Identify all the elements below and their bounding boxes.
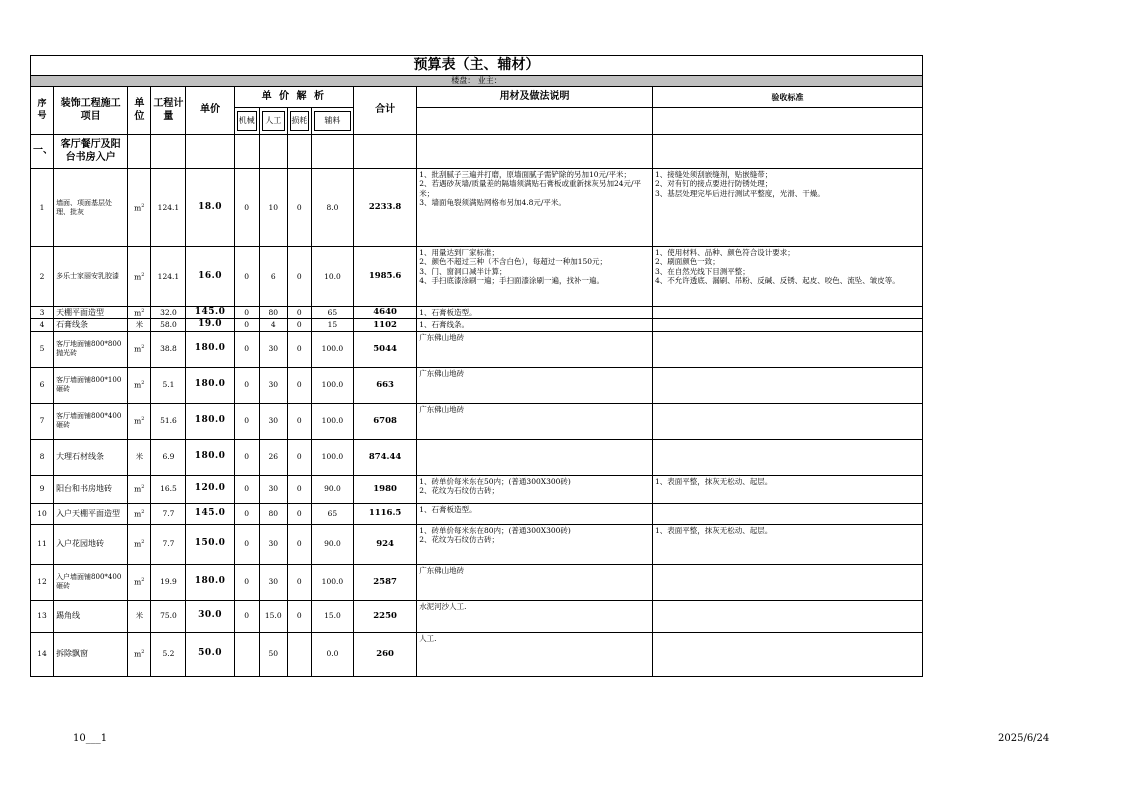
acceptance-line: 1、表面平整，抹灰无松动、起层。 <box>654 476 773 486</box>
unit-text: m <box>134 539 142 549</box>
material-line: 1、石膏板造型。 <box>419 308 477 317</box>
row-seq: 12 <box>31 564 54 600</box>
row-seq: 6 <box>31 367 54 403</box>
row-qty: 58.0 <box>151 319 186 331</box>
row-loss: 0 <box>287 247 311 307</box>
row-total: 1980 <box>353 475 416 503</box>
row-material-desc <box>417 503 653 524</box>
row-machine: 0 <box>234 564 259 600</box>
row-item-name: 客厅地面铺800*800抛光砖 <box>54 331 128 367</box>
row-qty: 6.9 <box>151 439 186 475</box>
row-price: 145.0 <box>186 307 234 319</box>
unit-superscript: 2 <box>141 577 145 584</box>
row-item-name: 阳台和书房地砖 <box>54 475 128 503</box>
row-item-name: 天棚平面造型 <box>54 307 128 319</box>
row-total: 874.44 <box>353 439 416 475</box>
row-qty: 7.7 <box>151 503 186 524</box>
row-item-name: 大理石材线条 <box>54 439 128 475</box>
row-aux: 100.0 <box>311 403 353 439</box>
table-row <box>31 439 923 475</box>
row-acceptance <box>652 600 922 632</box>
row-material-desc <box>417 403 653 439</box>
row-loss: 0 <box>287 403 311 439</box>
row-acceptance <box>652 367 922 403</box>
row-acceptance <box>652 319 922 331</box>
row-item-name: 入户天棚平面造型 <box>54 503 128 524</box>
row-loss: 0 <box>287 475 311 503</box>
row-unit <box>128 600 151 632</box>
row-aux: 90.0 <box>311 524 353 564</box>
row-unit <box>128 439 151 475</box>
material-line: 2、花纹为石纹仿古砖； <box>419 485 499 495</box>
budget-rows <box>31 169 923 677</box>
material-line: 2、若遇砂灰墙/质量差的隔墙须满贴石膏板或重新抹灰另加24元/平米； <box>419 179 642 198</box>
row-acceptance <box>652 632 922 676</box>
row-material-desc <box>417 247 653 307</box>
row-labor: 80 <box>259 503 287 524</box>
row-seq: 13 <box>31 600 54 632</box>
row-aux: 90.0 <box>311 475 353 503</box>
row-unit <box>128 367 151 403</box>
row-machine: 0 <box>234 403 259 439</box>
row-aux: 100.0 <box>311 564 353 600</box>
unit-superscript: 2 <box>141 539 145 546</box>
row-seq: 2 <box>31 247 54 307</box>
section-blank <box>151 135 186 169</box>
row-acceptance <box>652 247 922 307</box>
row-total: 1985.6 <box>353 247 416 307</box>
material-line: 水泥河沙人工. <box>419 601 467 611</box>
row-unit <box>128 503 151 524</box>
row-acceptance <box>652 331 922 367</box>
row-machine: 0 <box>234 439 259 475</box>
row-machine: 0 <box>234 367 259 403</box>
row-material-desc <box>417 307 653 319</box>
table-row <box>31 503 923 524</box>
acceptance-line: 2、对有钉的接点要进行防锈处理； <box>654 179 773 189</box>
row-material-desc <box>417 439 653 475</box>
section-blank <box>234 135 259 169</box>
material-line: 1、用量达到厂家标准； <box>419 248 499 257</box>
header-price: 单价 <box>186 87 234 135</box>
row-item-name: 多乐士家丽安乳胶漆 <box>54 247 128 307</box>
row-total: 924 <box>353 524 416 564</box>
header-material: 用材及做法说明 <box>417 87 653 108</box>
row-unit <box>128 475 151 503</box>
row-labor: 10 <box>259 169 287 247</box>
table-row <box>31 247 923 307</box>
section-blank <box>128 135 151 169</box>
table-row <box>31 307 923 319</box>
material-line: 1、批刮腻子三遍并打磨，原墙面腻子需铲除的另加10元/平米； <box>419 170 632 179</box>
row-total: 663 <box>353 367 416 403</box>
unit-text: m <box>134 577 142 587</box>
row-total: 5044 <box>353 331 416 367</box>
row-seq: 10 <box>31 503 54 524</box>
row-total: 2250 <box>353 600 416 632</box>
row-total: 1116.5 <box>353 503 416 524</box>
row-machine: 0 <box>234 475 259 503</box>
row-loss: 0 <box>287 600 311 632</box>
header-machine: 机械 <box>234 108 259 135</box>
sheet-title: 预算表（主、辅材） <box>31 56 923 76</box>
material-line: 4、手扫底漆涂刷一遍；手扫面漆涂刷一遍，找补一遍。 <box>419 276 604 286</box>
row-price: 180.0 <box>186 367 234 403</box>
header-qty: 工程计量 <box>151 87 186 135</box>
unit-text: m <box>134 203 142 213</box>
header-aux: 辅料 <box>311 108 353 135</box>
row-price: 180.0 <box>186 403 234 439</box>
row-loss: 0 <box>287 503 311 524</box>
row-item-name: 入户花园地砖 <box>54 524 128 564</box>
row-labor: 30 <box>259 403 287 439</box>
row-total: 260 <box>353 632 416 676</box>
row-machine: 0 <box>234 319 259 331</box>
budget-table <box>30 55 923 677</box>
row-unit <box>128 403 151 439</box>
row-seq: 8 <box>31 439 54 475</box>
acceptance-line: 1、接缝处须刮嵌缝剂，贴嵌缝带； <box>654 170 773 179</box>
row-labor: 30 <box>259 564 287 600</box>
row-seq: 7 <box>31 403 54 439</box>
row-material-desc <box>417 564 653 600</box>
table-row <box>31 331 923 367</box>
row-loss <box>287 632 311 676</box>
material-line: 广东佛山地砖 <box>419 332 465 342</box>
row-acceptance <box>652 564 922 600</box>
unit-text: m <box>134 380 142 390</box>
acceptance-line: 3、在自然光线下目测平整； <box>654 266 750 276</box>
row-seq: 14 <box>31 632 54 676</box>
row-material-desc <box>417 319 653 331</box>
row-labor: 15.0 <box>259 600 287 632</box>
acceptance-line: 4、不允许透底、漏刷、吊粉、反碱、反锈、起皮、咬色、流坠、皱皮等。 <box>654 276 900 286</box>
row-machine <box>234 632 259 676</box>
row-unit <box>128 169 151 247</box>
row-aux: 10.0 <box>311 247 353 307</box>
row-qty: 38.8 <box>151 331 186 367</box>
row-machine: 0 <box>234 247 259 307</box>
row-material-desc <box>417 632 653 676</box>
unit-text: m <box>134 272 142 282</box>
row-aux: 8.0 <box>311 169 353 247</box>
row-qty: 5.2 <box>151 632 186 676</box>
row-machine: 0 <box>234 600 259 632</box>
unit-superscript: 2 <box>141 271 145 278</box>
row-price: 30.0 <box>186 600 234 632</box>
row-labor: 30 <box>259 475 287 503</box>
row-aux: 100.0 <box>311 331 353 367</box>
material-line: 1、砖单价每米东在50内；(普通300X300砖) <box>419 476 571 486</box>
row-machine: 0 <box>234 331 259 367</box>
material-line: 2、花纹为石纹仿古砖； <box>419 534 499 544</box>
row-unit <box>128 319 151 331</box>
row-price: 180.0 <box>186 439 234 475</box>
row-item-name: 客厅墙面铺800*100砸砖 <box>54 367 128 403</box>
row-unit <box>128 564 151 600</box>
row-labor: 6 <box>259 247 287 307</box>
unit-superscript: 2 <box>141 202 145 209</box>
table-row <box>31 600 923 632</box>
unit-superscript: 2 <box>141 380 145 387</box>
row-loss: 0 <box>287 331 311 367</box>
row-labor: 30 <box>259 367 287 403</box>
row-total: 2587 <box>353 564 416 600</box>
row-item-name: 入户墙面铺800*400砸砖 <box>54 564 128 600</box>
row-labor: 30 <box>259 331 287 367</box>
material-line: 广东佛山地砖 <box>419 404 465 414</box>
header-breakdown: 单 价 解 析 <box>234 87 353 108</box>
row-item-name: 踢角线 <box>54 600 128 632</box>
row-item-name: 拆除飘窗 <box>54 632 128 676</box>
row-loss: 0 <box>287 439 311 475</box>
row-qty: 19.9 <box>151 564 186 600</box>
row-material-desc <box>417 524 653 564</box>
row-total: 4640 <box>353 307 416 319</box>
row-acceptance <box>652 475 922 503</box>
row-labor: 30 <box>259 524 287 564</box>
row-qty: 5.1 <box>151 367 186 403</box>
acceptance-line: 2、刷面颜色一致； <box>654 257 720 267</box>
row-total: 2233.8 <box>353 169 416 247</box>
section-name: 客厅餐厅及阳台书房入户 <box>54 135 128 169</box>
row-loss: 0 <box>287 367 311 403</box>
unit-text: 米 <box>135 452 144 462</box>
unit-superscript: 2 <box>141 416 145 423</box>
row-price: 180.0 <box>186 564 234 600</box>
row-seq: 4 <box>31 319 54 331</box>
row-acceptance <box>652 307 922 319</box>
row-labor: 80 <box>259 307 287 319</box>
row-acceptance <box>652 503 922 524</box>
unit-text: m <box>134 308 142 318</box>
row-machine: 0 <box>234 524 259 564</box>
header-total: 合计 <box>353 87 416 135</box>
row-total: 6708 <box>353 403 416 439</box>
row-unit <box>128 632 151 676</box>
table-row <box>31 564 923 600</box>
acceptance-line: 3、基层处理完毕后进行测试平整度，光滑、干燥。 <box>654 188 825 198</box>
row-seq: 5 <box>31 331 54 367</box>
section-blank <box>353 135 416 169</box>
unit-text: m <box>134 416 142 426</box>
row-qty: 75.0 <box>151 600 186 632</box>
section-blank <box>417 135 653 169</box>
row-seq: 11 <box>31 524 54 564</box>
unit-superscript: 2 <box>141 649 145 656</box>
row-aux: 15.0 <box>311 600 353 632</box>
row-total: 1102 <box>353 319 416 331</box>
unit-superscript: 2 <box>141 484 145 491</box>
row-loss: 0 <box>287 319 311 331</box>
unit-text: m <box>134 484 142 494</box>
unit-text: m <box>134 509 142 519</box>
table-row <box>31 367 923 403</box>
row-loss: 0 <box>287 524 311 564</box>
section-blank <box>287 135 311 169</box>
row-machine: 0 <box>234 169 259 247</box>
row-material-desc <box>417 475 653 503</box>
row-material-desc <box>417 169 653 247</box>
row-price: 145.0 <box>186 503 234 524</box>
material-line: 1、石膏线条。 <box>419 320 469 330</box>
project-owner-line: 楼盘： 业主： <box>31 76 923 87</box>
footer-date: 2025/6/24 <box>998 733 1050 744</box>
row-seq: 1 <box>31 169 54 247</box>
budget-sheet <box>30 55 923 677</box>
row-qty: 124.1 <box>151 169 186 247</box>
row-price: 180.0 <box>186 331 234 367</box>
row-price: 120.0 <box>186 475 234 503</box>
row-material-desc <box>417 367 653 403</box>
row-aux: 15 <box>311 319 353 331</box>
row-seq: 9 <box>31 475 54 503</box>
section-seq: 一、 <box>31 135 54 169</box>
row-qty: 16.5 <box>151 475 186 503</box>
row-unit <box>128 307 151 319</box>
row-qty: 51.6 <box>151 403 186 439</box>
row-item-name: 石膏线条 <box>54 319 128 331</box>
unit-superscript: 2 <box>141 508 145 515</box>
header-acceptance-blank <box>652 108 922 135</box>
material-line: 人工. <box>419 633 437 643</box>
row-acceptance <box>652 169 922 247</box>
section-blank <box>186 135 234 169</box>
table-row <box>31 524 923 564</box>
header-seq: 序 号 <box>31 87 54 135</box>
table-row <box>31 632 923 676</box>
row-labor: 50 <box>259 632 287 676</box>
row-acceptance <box>652 403 922 439</box>
row-seq: 3 <box>31 307 54 319</box>
row-acceptance <box>652 439 922 475</box>
unit-text: m <box>134 344 142 354</box>
header-item: 装饰工程施工项目 <box>54 87 128 135</box>
section-blank <box>311 135 353 169</box>
header-material-blank <box>417 108 653 135</box>
row-price: 19.0 <box>186 319 234 331</box>
header-acceptance: 验收标准 <box>652 87 922 108</box>
table-row <box>31 475 923 503</box>
acceptance-line: 1、表面平整，抹灰无松动、起层。 <box>654 525 773 535</box>
material-line: 3、墙面龟裂须满贴网格布另加4.8元/平米。 <box>419 198 566 208</box>
row-item-name: 墙面、项面基层处理、批灰 <box>54 169 128 247</box>
material-line: 广东佛山地砖 <box>419 368 465 378</box>
row-loss: 0 <box>287 307 311 319</box>
row-qty: 124.1 <box>151 247 186 307</box>
header-unit: 单位 <box>128 87 151 135</box>
table-row <box>31 319 923 331</box>
row-labor: 26 <box>259 439 287 475</box>
row-labor: 4 <box>259 319 287 331</box>
row-machine: 0 <box>234 307 259 319</box>
row-aux: 65 <box>311 503 353 524</box>
row-loss: 0 <box>287 564 311 600</box>
row-material-desc <box>417 331 653 367</box>
material-line: 3、门、窗洞口减半计算； <box>419 266 507 276</box>
row-material-desc <box>417 600 653 632</box>
row-aux: 100.0 <box>311 439 353 475</box>
row-price: 18.0 <box>186 169 234 247</box>
section-blank <box>259 135 287 169</box>
row-price: 150.0 <box>186 524 234 564</box>
footer-page-number: 10___1 <box>73 733 108 744</box>
row-aux: 0.0 <box>311 632 353 676</box>
material-line: 2、颜色不超过三种（不含白色），每超过一种加150元； <box>419 257 608 267</box>
row-machine: 0 <box>234 503 259 524</box>
unit-superscript: 2 <box>141 344 145 351</box>
row-qty: 32.0 <box>151 307 186 319</box>
unit-text: 米 <box>135 320 144 330</box>
row-aux: 100.0 <box>311 367 353 403</box>
unit-text: 米 <box>135 611 144 621</box>
unit-text: m <box>134 649 142 659</box>
row-price: 50.0 <box>186 632 234 676</box>
material-line: 1、石膏板造型。 <box>419 504 477 514</box>
header-loss: 损耗 <box>287 108 311 135</box>
table-row <box>31 403 923 439</box>
material-line: 广东佛山地砖 <box>419 565 465 575</box>
row-item-name: 客厅墙面铺800*400砸砖 <box>54 403 128 439</box>
row-aux: 65 <box>311 307 353 319</box>
material-line: 1、砖单价每米东在80内；(普通300X300砖) <box>419 525 571 535</box>
row-qty: 7.7 <box>151 524 186 564</box>
acceptance-line: 1、使用材料、品种、颜色符合设计要求； <box>654 248 795 257</box>
row-unit <box>128 331 151 367</box>
section-blank <box>652 135 922 169</box>
row-unit <box>128 524 151 564</box>
table-row <box>31 169 923 247</box>
unit-superscript: 2 <box>141 307 145 314</box>
row-loss: 0 <box>287 169 311 247</box>
header-labor: 人工 <box>259 108 287 135</box>
row-price: 16.0 <box>186 247 234 307</box>
row-acceptance <box>652 524 922 564</box>
row-unit <box>128 247 151 307</box>
